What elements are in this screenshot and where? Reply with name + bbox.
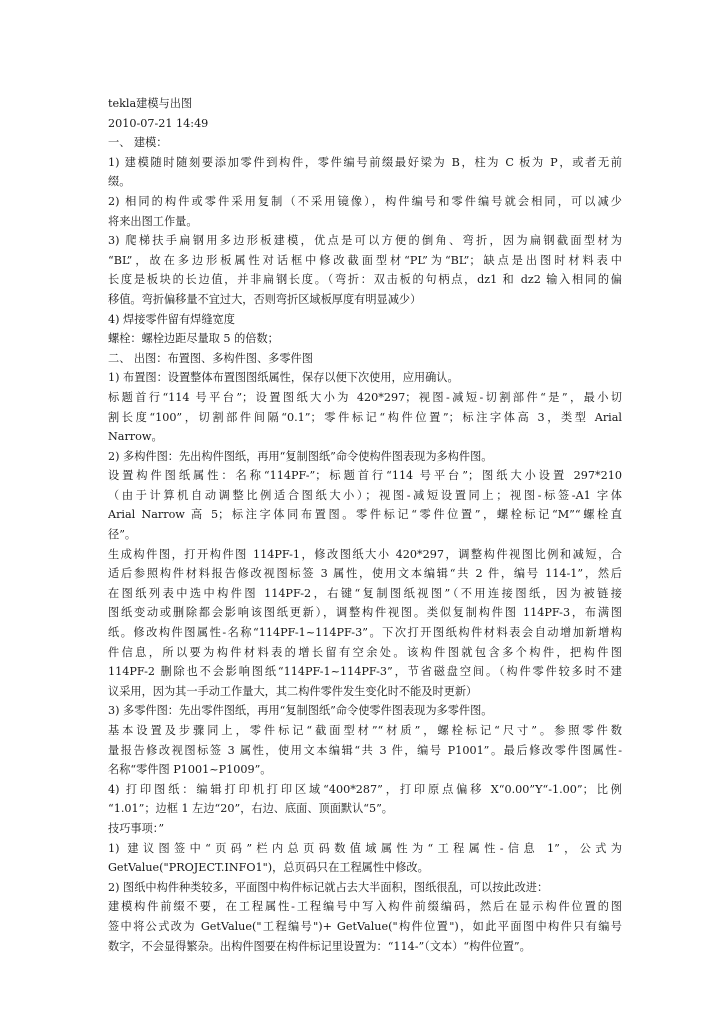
doc-line: 割长度“100”，切割部件间隔“0.1”；零件标记“构件位置”；标注字体高 3，类型 Arial — [108, 410, 622, 424]
doc-line: 一、 建模： — [108, 136, 168, 150]
doc-line: 114PF-2 删除也不会影响图纸“114PF-1~114PF-3”，节省磁盘空间。（构件零件较多时不建 — [108, 665, 622, 679]
doc-line: 移值。弯折偏移量不宜过大，否则弯折区域板厚度有明显减少） — [108, 292, 422, 306]
doc-line: 4) 焊接零件留有焊缝宽度 — [108, 312, 235, 326]
doc-line: GetValue("PROJECT.INFO1")，总页码只在工程属性中修改。 — [108, 861, 429, 875]
doc-line: 缀。 — [108, 175, 131, 189]
doc-line: 件信息，所以要为构件材料表的增长留有空余处。该构件图就包含多个构件，把构件图 — [108, 645, 622, 659]
doc-line: 技巧事项：” — [108, 821, 165, 835]
doc-line: “1.01”；边框 1 左边“20”，右边、底面、顶面默认“5”。 — [108, 802, 393, 816]
doc-line: 议采用，因为其一手动工作量大，其二构件零件发生变化时不能及时更新） — [108, 684, 478, 698]
doc-line: 4) 打印图纸：编辑打印机打印区域“400*287”，打印原点偏移 X“0.00”Y“-1.00”；比例 — [108, 782, 622, 796]
doc-line: 2) 相同的构件或零件采用复制（不采用镜像），构件编号和零件编号就会相同，可以减少 — [108, 194, 622, 208]
doc-line: 量报告修改视图标签 3 属性，使用文本编辑“共 3 件，编号 P1001”。最后修改零件图属性- — [108, 743, 622, 757]
doc-line: 1) 布置图：设置整体布置图图纸属性，保存以便下次使用，应用确认。 — [108, 371, 459, 385]
doc-line: 在图纸列表中选中构件图 114PF-2，右键“复制图纸视图”（不用连接图纸，因为被链接 — [108, 586, 622, 600]
doc-line: 名称“零件图 P1001~P1009”。 — [108, 763, 272, 777]
doc-line: 3) 爬梯扶手扁钢用多边形板建模，优点是可以方便的倒角、弯折，因为扁钢截面型材为 — [108, 234, 622, 248]
doc-line: 标题首行“114 号平台”；设置图纸大小为 420*297；视图-减短-切割部件“是”，最小切 — [108, 390, 622, 404]
doc-line: 设置构件图纸属性：名称“114PF-”；标题首行“114 号平台”；图纸大小设置 297*210 — [108, 469, 622, 483]
doc-line: 3) 多零件图：先出零件图纸，再用“复制图纸”命令使零件图表现为多零件图。 — [108, 704, 493, 718]
doc-line: “BL”，故在多边形板属性对话框中修改截面型材“PL”为“BL”；缺点是出图时材料表中 — [108, 253, 622, 267]
doc-body — [108, 133, 622, 956]
doc-line: 签中将公式改为 GetValue("工程编号")+ GetValue("构件位置")，如此平面图中构件只有编号 — [108, 919, 622, 933]
doc-line: 长度是板块的长边值，并非扁钢长度。（弯折：双击板的句柄点，dz1 和 dz2 输入相同的偏 — [108, 273, 622, 287]
doc-line: 数字，不会显得繁杂。出构件图要在构件标记里设置为：“114-”（文本）“构件位置”。 — [108, 939, 531, 953]
doc-line: 径”。 — [108, 528, 137, 542]
doc-line: 1) 建模随时随刻要添加零件到构件，零件编号前缀最好梁为 B，柱为 C 板为 P，或者无前 — [108, 155, 622, 169]
doc-line: 2) 多构件图：先出构件图纸，再用“复制图纸”命令使构件图表现为多构件图。 — [108, 449, 493, 463]
doc-line: 将来出图工作量。 — [108, 214, 198, 228]
doc-line: 基本设置及步骤同上，零件标记“截面型材”“材质”，螺栓标记“尺寸”。参照零件数 — [108, 724, 622, 737]
doc-line: 2) 图纸中构件种类较多，平面图中构件标记就占去大半面积，图纸很乱，可以按此改进： — [108, 880, 549, 894]
doc-line: 生成构件图，打开构件图 114PF-1，修改图纸大小 420*297，调整构件视图比例和减短，合 — [108, 547, 622, 561]
doc-line: 螺栓：螺栓边距尽量取 5 的倍数； — [108, 332, 279, 346]
doc-timestamp: 2010-07-21 14:49 — [108, 116, 209, 130]
document-page — [108, 94, 622, 956]
doc-line: Arial Narrow 高 5；标注字体同布置图。零件标记“零件位置”，螺栓标记“M”“螺栓直 — [108, 508, 622, 522]
doc-line: （由于计算机自动调整比例适合图纸大小）；视图-减短设置同上；视图-标签-A1 字体 — [108, 488, 622, 502]
doc-line: Narrow。 — [108, 430, 163, 444]
doc-line: 建模构件前缀不要，在工程属性-工程编号中写入构件前缀编码，然后在显示构件位置的图 — [108, 900, 622, 914]
doc-line: 二、 出图：布置图、多构件图、多零件图 — [108, 351, 313, 365]
doc-line: 适后参照构件材料报告修改视图标签 3 属性，使用文本编辑“共 2 件，编号 114-1”，然后 — [108, 567, 622, 581]
doc-line: 图纸变动或删除都会影响该图纸更新），调整构件视图。类似复制构件图 114PF-3，布满图 — [108, 606, 622, 620]
doc-title: tekla建模与出图 — [108, 97, 193, 110]
doc-line: 1) 建议图签中“页码”栏内总页码数值域属性为“工程属性-信息 1”，公式为 — [108, 841, 622, 855]
doc-line: 纸。修改构件图属性-名称“114PF-1~114PF-3”。下次打开图纸构件材料表会自动增加新增构 — [108, 626, 622, 640]
